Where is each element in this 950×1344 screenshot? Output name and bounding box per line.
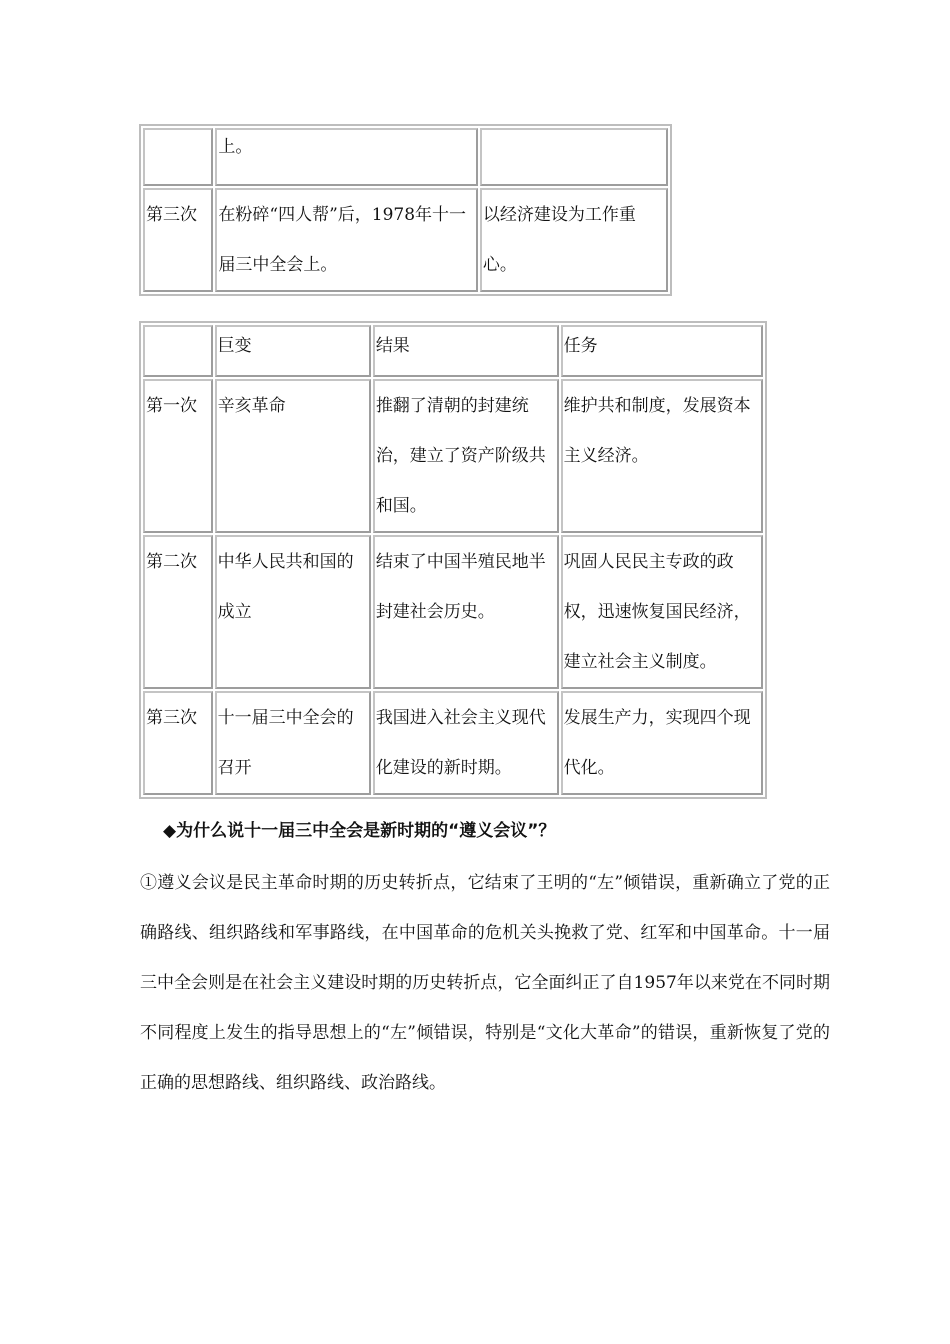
table-cell: 我国进入社会主义现代化建设的新时期。: [373, 691, 559, 795]
table-header-row: [143, 325, 763, 377]
table-cell: 巩固人民民主专政的政权，迅速恢复国民经济，建立社会主义制度。: [561, 535, 763, 689]
table-cell: 第三次: [143, 691, 213, 795]
table-cell: [480, 128, 668, 186]
table-cell: 第二次: [143, 535, 213, 689]
table-cell: 在粉碎“四人帮”后，1978年十一届三中全会上。: [215, 188, 477, 292]
section-question: ◆为什么说十一届三中全会是新时期的“遵义会议”？: [163, 821, 556, 841]
table-cell: 以经济建设为工作重心。: [480, 188, 668, 292]
table-row: [143, 128, 668, 186]
table-header-cell: 巨变: [215, 325, 371, 377]
table-header-cell: [143, 325, 213, 377]
table-cell: 维护共和制度，发展资本主义经济。: [561, 379, 763, 533]
table-cell: 十一届三中全会的召开: [215, 691, 371, 795]
table-cell: 上。: [215, 128, 477, 186]
table-header-cell: 任务: [561, 325, 763, 377]
table-row: [143, 691, 763, 795]
answer-paragraph: ①遵义会议是民主革命时期的历史转折点，它结束了王明的“左”倾错误，重新确立了党的正确路线、组织路线和军事路线，在中国革命的危机关头挽救了党、红军和中国革命。十一届三中全会则是在社会主义建设时期的历史转折点，它全面纠正了自1957年以来党在不同时期不同程度上发生的指导思想上的“左”倾错误，特别是“文化大革命”的错误，重新恢复了党的正确的思想路线、组织路线、政治路线。: [140, 873, 830, 1093]
table-cell: 第三次: [143, 188, 213, 292]
changes-table: [139, 321, 767, 799]
table-header-cell: 结果: [373, 325, 559, 377]
table-cell: [143, 128, 213, 186]
table-cell: 中华人民共和国的成立: [215, 535, 371, 689]
table-row: [143, 188, 668, 292]
table-cell: 辛亥革命: [215, 379, 371, 533]
table-continuation: [139, 124, 672, 296]
table-cell: 结束了中国半殖民地半封建社会历史。: [373, 535, 559, 689]
table-row: [143, 535, 763, 689]
table-cell: 发展生产力，实现四个现代化。: [561, 691, 763, 795]
table-row: [143, 379, 763, 533]
table-cell: 第一次: [143, 379, 213, 533]
table-cell: 推翻了清朝的封建统治，建立了资产阶级共和国。: [373, 379, 559, 533]
